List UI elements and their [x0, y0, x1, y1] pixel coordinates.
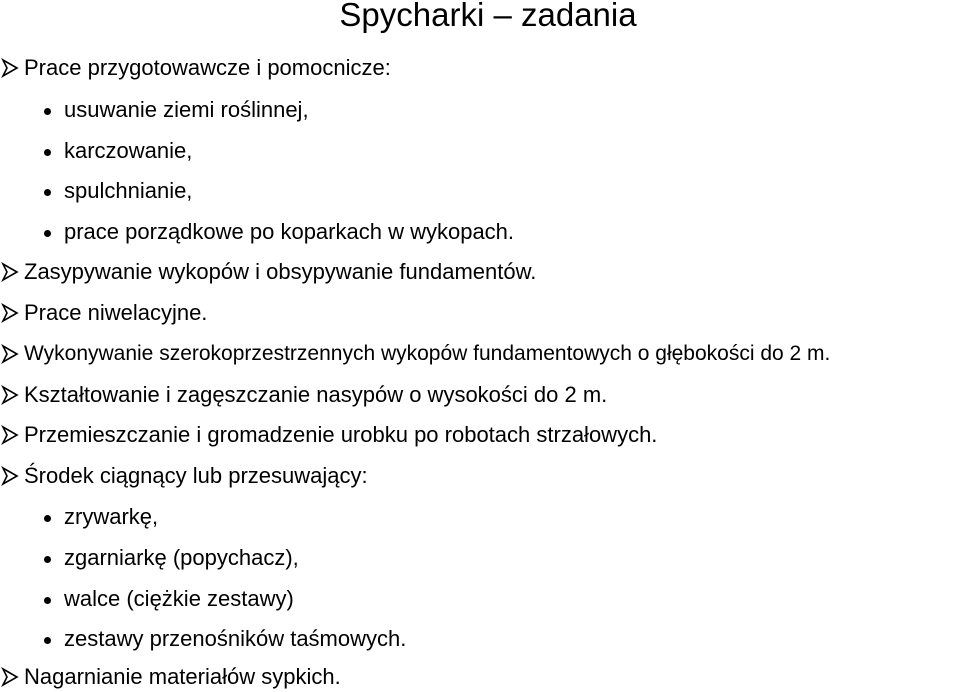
arrow-bullet-icon [1, 344, 19, 364]
bullet-item-text: Przemieszczanie i gromadzenie urobku po robotach strzałowych. [24, 422, 658, 447]
bullet-item-text: Prace niwelacyjne. [24, 300, 208, 325]
dot-bullet-icon [44, 515, 51, 522]
dot-bullet-icon [44, 149, 51, 156]
sub-bullet-item-text: prace porządkowe po koparkach w wykopach. [64, 219, 515, 244]
sub-bullet-item-text: zgarniarkę (popychacz), [64, 545, 299, 570]
dot-bullet-icon [44, 556, 51, 563]
bullet-item-text: Nagarnianie materiałów sypkich. [24, 664, 341, 689]
arrow-bullet-icon [1, 262, 19, 282]
sub-bullet-item-text: walce (ciężkie zestawy) [64, 586, 294, 611]
arrow-bullet-icon [1, 667, 19, 687]
dot-bullet-icon [44, 230, 51, 237]
bullet-item-text: Wykonywanie szerokoprzestrzennych wykopów fundamentowych o głębokości do 2 m. [24, 342, 831, 365]
arrow-bullet-icon [1, 303, 19, 323]
arrow-bullet-icon [1, 425, 19, 445]
slide-title: Spycharki – zadania [339, 0, 637, 33]
sub-bullet-item-text: usuwanie ziemi roślinnej, [64, 97, 309, 122]
bullet-item-text: Prace przygotowawcze i pomocnicze: [24, 55, 391, 80]
sub-bullet-item-text: zrywarkę, [64, 504, 159, 529]
dot-bullet-icon [44, 597, 51, 604]
dot-bullet-icon [44, 637, 51, 644]
sub-bullet-item-text: zestawy przenośników taśmowych. [64, 626, 407, 651]
sub-bullet-item-text: karczowanie, [64, 138, 193, 163]
dot-bullet-icon [44, 189, 51, 196]
bullet-item-text: Kształtowanie i zagęszczanie nasypów o wysokości do 2 m. [24, 382, 608, 407]
arrow-bullet-icon [1, 58, 19, 78]
arrow-bullet-icon [1, 466, 19, 486]
dot-bullet-icon [44, 108, 51, 115]
sub-bullet-item-text: spulchnianie, [64, 178, 193, 203]
bullet-item-text: Środek ciągnący lub przesuwający: [24, 463, 368, 488]
arrow-bullet-icon [1, 385, 19, 405]
bullet-item-text: Zasypywanie wykopów i obsypywanie fundamentów. [24, 259, 537, 284]
